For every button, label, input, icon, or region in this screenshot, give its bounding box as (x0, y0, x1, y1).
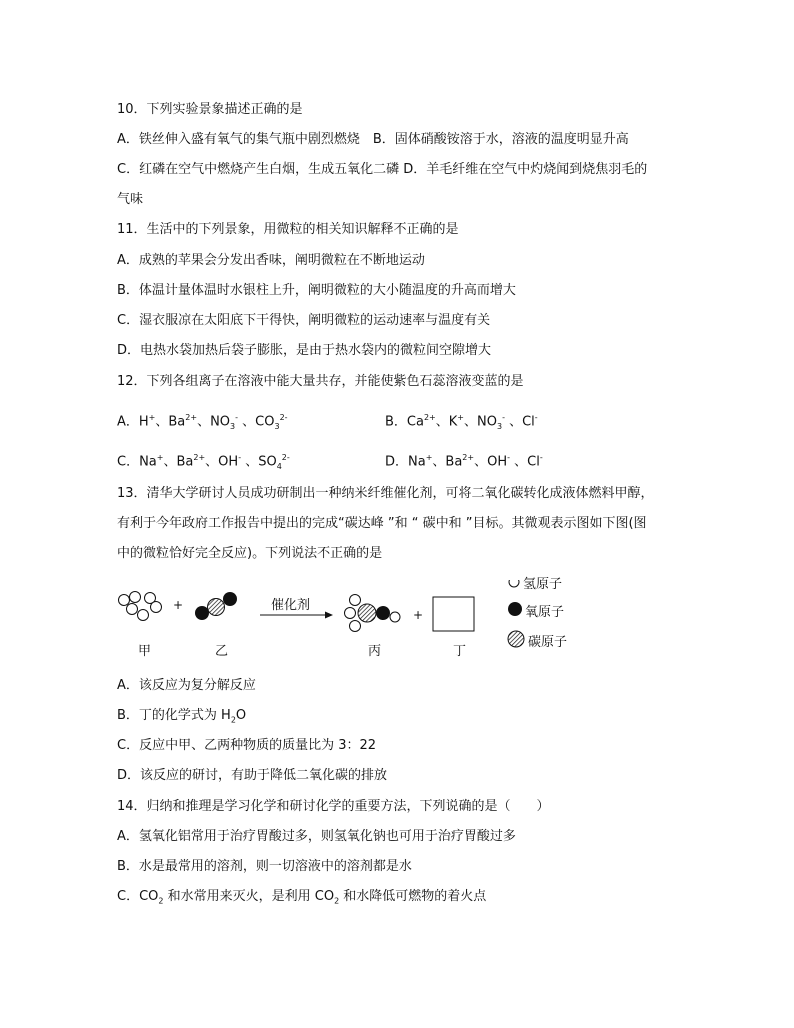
hydrogen-atom (138, 610, 149, 621)
carbon-atom (208, 599, 225, 616)
q12-option-c: C．Na+、$Ba^{2+}$、OH- 、$SO_4^{2-}$ (117, 453, 290, 471)
product-ding-box (433, 597, 474, 631)
hydrogen-atom (130, 592, 141, 603)
q14-option-c: C．$CO_2$ 和水常用来灭火，是利用 $CO_2$ 和水降低可燃物的着火点 (117, 889, 487, 906)
q13-option-c: C．反应中甲、乙两种物质的质量比为 3：22 (117, 738, 377, 753)
plus-sign-2: + (413, 608, 424, 622)
label-yi: 乙 (215, 644, 229, 659)
q13-option-a: A．该反应为复分解反应 (117, 678, 256, 693)
q10-option-d-cont: 气味 (117, 192, 144, 207)
q11-option-b: B．体温计量体温时水银柱上升，阐明微粒的大小随温度的升高而增大 (117, 283, 516, 298)
product-bing-molecule (345, 595, 401, 632)
hydrogen-atom (350, 595, 361, 606)
legend-oxygen-label: 氧原子 (525, 605, 565, 620)
oxygen-atom (195, 606, 209, 620)
hydrogen-atom (345, 608, 356, 619)
hydrogen-atom (151, 602, 162, 613)
q12-option-d: D．Na+、$Ba^{2+}$、OH- 、Cl- (385, 453, 543, 470)
legend-carbon-icon (508, 631, 524, 647)
q12-option-a: A．H+、$Ba^{2+}$、$NO_3^-$ 、$CO_3^{2-}$ (117, 413, 288, 431)
q11-stem: 11．生活中的下列景象，用微粒的相关知识解释不正确的是 (117, 222, 459, 237)
label-bing: 丙 (368, 644, 382, 659)
q14-option-a: A．氢氧化铝常用于治疗胃酸过多，则氢氧化钠也可用于治疗胃酸过多 (117, 829, 516, 844)
oxygen-atom (223, 592, 237, 606)
q12-stem: 12．下列各组离子在溶液中能大量共存，并能使紫色石蕊溶液变蓝的是 (117, 374, 524, 389)
q13-option-d: D．该反应的研讨，有助于降低二氧化碳的排放 (117, 768, 388, 783)
plus-sign-1: + (173, 598, 184, 612)
q10-option-ab: A．铁丝伸入盛有氧气的集气瓶中剧烈燃烧 B．固体硝酸铵溶于水，溶液的温度明显升高 (117, 132, 629, 147)
legend-carbon-label: 碳原子 (528, 635, 568, 650)
oxygen-atom (376, 606, 390, 620)
q11-option-c: C．湿衣服凉在太阳底下干得快，阐明微粒的运动速率与温度有关 (117, 313, 491, 328)
q10-option-cd: C．红磷在空气中燃烧产生白烟，生成五氧化二磷 D．羊毛纤维在空气中灼烧闻到烧焦羽毛的 (117, 162, 648, 177)
q13-stem-line2: 有利于今年政府工作报告中提出的完成“碳达峰 ”和 “ 碳中和 ”目标。其微观表示图如下图(图 (117, 516, 647, 531)
label-ding: 丁 (453, 644, 467, 659)
q14-stem: 14．归纳和推理是学习化学和研讨化学的重要方法，下列说确的是（ ） (117, 799, 550, 814)
catalyst-label: 催化剂 (271, 598, 311, 613)
legend-hydrogen-icon (509, 580, 519, 587)
hydrogen-atom (127, 604, 138, 615)
q11-option-a: A．成熟的苹果会分发出香味，阐明微粒在不断地运动 (117, 253, 425, 268)
legend-oxygen-icon (508, 602, 522, 616)
q10-stem: 10．下列实验景象描述正确的是 (117, 102, 303, 117)
legend-hydrogen-label: 氢原子 (523, 577, 563, 592)
reactant-yi-molecule (195, 592, 237, 620)
hydrogen-atom (350, 621, 361, 632)
q14-option-b: B．水是最常用的溶剂，则一切溶液中的溶剂都是水 (117, 859, 412, 874)
label-jia: 甲 (138, 644, 152, 659)
q12-option-b: B．$Ca^{2+}$、K+、$NO_3^-$ 、Cl- (385, 413, 538, 431)
q11-option-d: D．电热水袋加热后袋子膨胀，是由于热水袋内的微粒间空隙增大 (117, 343, 492, 358)
carbon-atom (358, 604, 376, 622)
q13-stem-line3: 中的微粒恰好完全反应)。下列说法不正确的是 (117, 546, 383, 561)
hydrogen-atom (390, 612, 400, 622)
reactant-jia-molecules (119, 592, 162, 621)
q13-stem-line1: 13．清华大学研讨人员成功研制出一种纳米纤维催化剂，可将二氧化碳转化成液体燃料甲醇， (117, 486, 654, 501)
hydrogen-atom (119, 595, 130, 606)
q13-option-b: B．丁的化学式为 $H_2O$ (117, 708, 247, 725)
reaction-diagram (110, 577, 610, 660)
